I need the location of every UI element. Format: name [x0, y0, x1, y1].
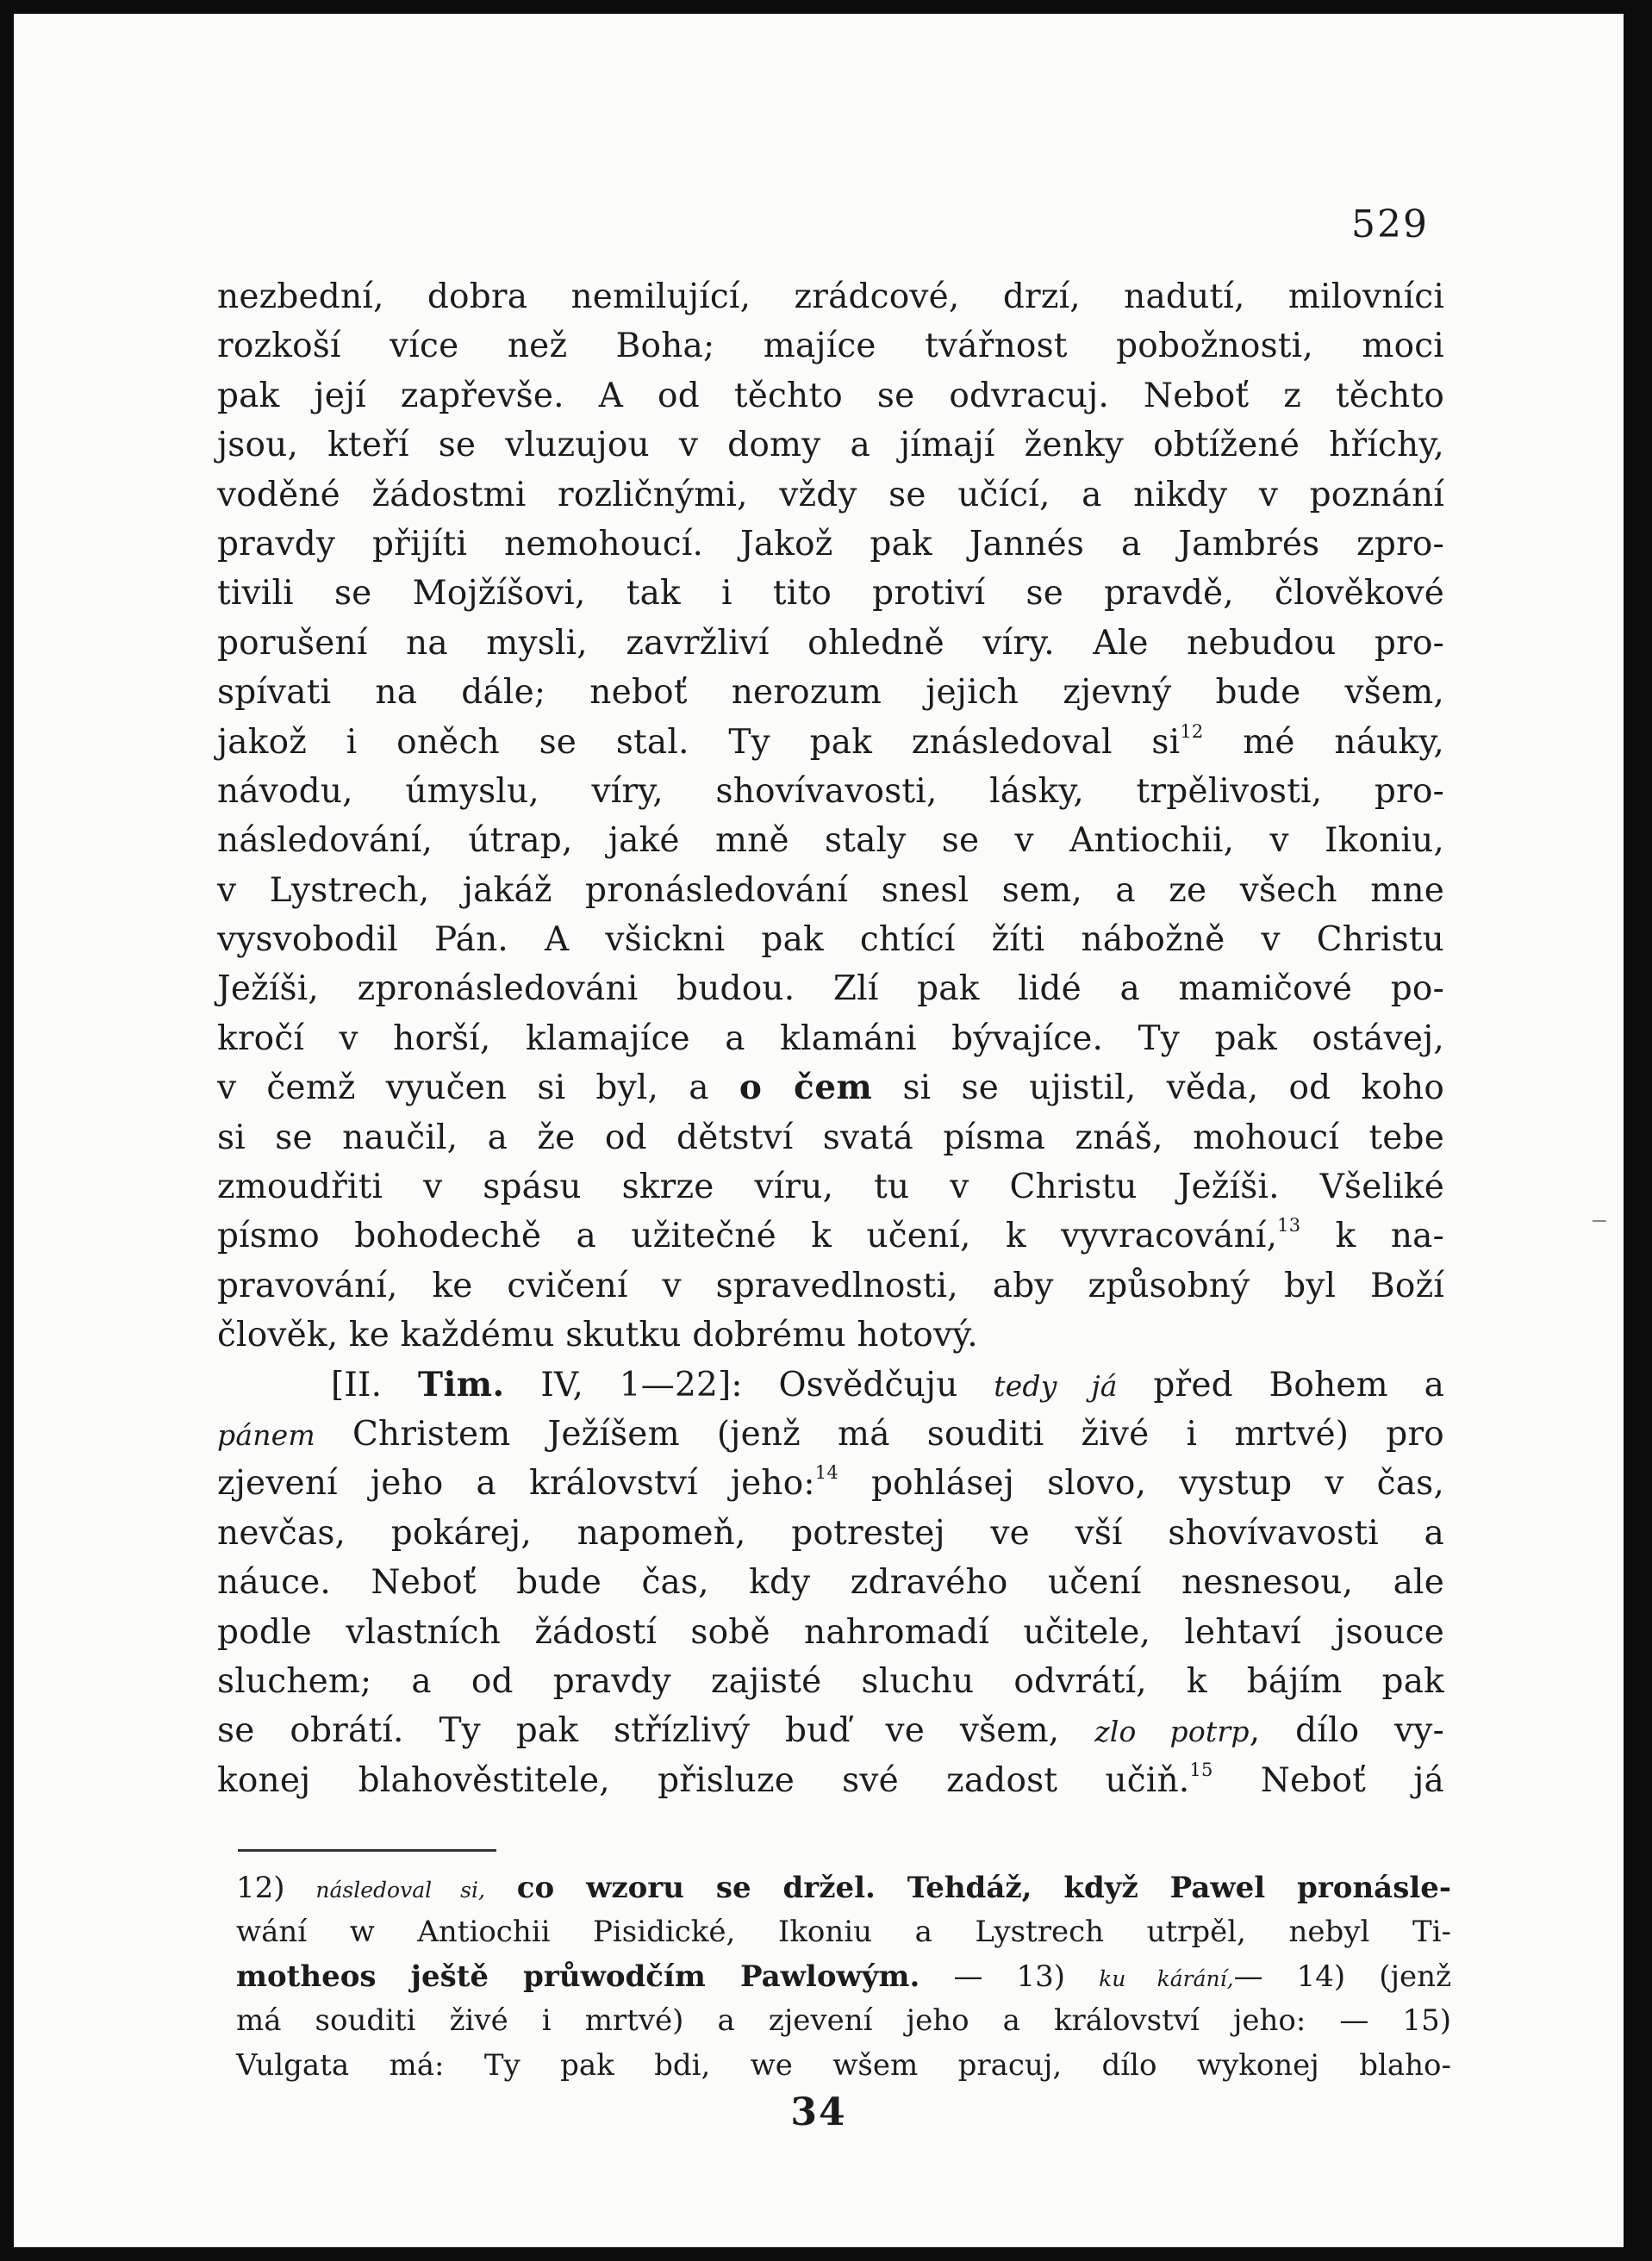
footnote-line: má souditi živé i mrtvé) a zjevení jeho a království jeho: — 15)	[236, 2003, 1451, 2039]
text-line: nezbední, dobra nemilující, zrádcové, drzí, nadutí, milovníci	[217, 277, 1444, 316]
text-line: nevčas, pokárej, napomeň, potrestej ve vší shovívavosti a	[217, 1513, 1444, 1553]
text-line: jsou, kteří se vluzujou v domy a jímají ženky obtížené hříchy,	[217, 426, 1444, 465]
text-run: zjevení jeho a království jeho:	[217, 1464, 815, 1504]
text-line: vysvobodil Pán. A všickni pak chtící žíti nábožně v Christu	[217, 920, 1444, 960]
text-run: [II.	[331, 1365, 418, 1405]
main-text	[217, 272, 1444, 1805]
footnote-line	[236, 1955, 1451, 1999]
text-line: kročí v horší, klamajíce a klamáni bývajíce. Ty pak ostávej,	[217, 1018, 1444, 1058]
footnote-ref: 15	[1189, 1759, 1213, 1780]
text-line	[217, 1211, 1444, 1261]
text-run: jakož i oněch se stal. Ty pak znásledoval si	[217, 722, 1181, 762]
text-line	[217, 1361, 1444, 1410]
gothic-text: Tim.	[417, 1364, 505, 1405]
text-line	[217, 1063, 1444, 1112]
footnote-line	[236, 1866, 1451, 1910]
text-line: sluchem; a od pravdy zajisté sluchu odvrátí, k bájím pak	[217, 1661, 1444, 1701]
text-run: , dílo vy-	[1249, 1711, 1444, 1751]
text-line: člověk, ke každému skutku dobrému hotový.	[217, 1316, 978, 1355]
text-line: následování, útrap, jaké mně staly se v Antiochii, v Ikoniu,	[217, 821, 1444, 861]
text-run: konej blahověstitele, přisluze své zadost učiň.	[217, 1760, 1190, 1800]
text-run: mé náuky,	[1203, 722, 1444, 762]
gothic-text: o čem	[739, 1068, 873, 1108]
text-line	[217, 1410, 1444, 1459]
text-run: k na-	[1300, 1217, 1444, 1256]
text-run: — 13)	[920, 1959, 1100, 1994]
text-run: si se ujistil, věda, od koho	[872, 1068, 1445, 1108]
text-line: pravování, ke cvičení v spravedlnosti, aby způsobný byl Boží	[217, 1266, 1444, 1305]
text-line: spívati na dále; neboť nerozum jejich zjevný bude všem,	[217, 673, 1444, 713]
footnotes	[236, 1866, 1451, 2088]
text-line: pak její zapřevše. A od těchto se odvracuj. Neboť z těchto	[217, 376, 1444, 415]
gothic-text: motheos ještě průwodčím Pawlowým.	[236, 1959, 920, 1994]
text-line: v Lystrech, jakáž pronásledování snesl sem, a ze všech mne	[217, 870, 1444, 910]
footnote-ref: 12	[1180, 720, 1204, 742]
text-run: Christem Ježíšem (jenž má souditi živé i mrtvé) pro	[315, 1414, 1444, 1454]
text-run: písmo bohodechě a užitečné k učení, k vyvracování,	[217, 1217, 1278, 1256]
text-line: si se naučil, a že od dětství svatá písma znáš, mohoucí tebe	[217, 1118, 1444, 1157]
text-line: Ježíši, zpronásledováni budou. Zlí pak lidé a mamičové po-	[217, 969, 1444, 1009]
gothic-text: co wzoru se držel. Tehdáž, když Pawel pronásle-	[484, 1871, 1451, 1905]
text-run: IV, 1—22]: Osvědčuju	[504, 1365, 994, 1405]
text-line: voděné žádostmi rozličnými, vždy se učící, a nikdy v poznání	[217, 475, 1444, 514]
italic-text: zlo potrp	[1094, 1715, 1250, 1749]
footnote-line: wání w Antiochii Pisidické, Ikoniu a Lystrech utrpěl, nebyl Ti-	[236, 1915, 1451, 1950]
text-run: se obrátí. Ty pak střízlivý buď ve všem,	[217, 1711, 1095, 1751]
text-run: v čemž vyučen si byl, a	[217, 1068, 739, 1108]
text-run: pohlásej slovo, vystup v čas,	[838, 1464, 1444, 1504]
text-line: podle vlastních žádostí sobě nahromadí učitele, lehtaví jsouce	[217, 1612, 1444, 1652]
italic-text: ku kárání,	[1099, 1965, 1234, 1991]
margin-mark	[1593, 1220, 1606, 1222]
book-page	[14, 14, 1624, 2247]
text-line	[217, 1459, 1444, 1508]
italic-text: tedy já	[994, 1368, 1118, 1403]
text-run: — 14) (jenž	[1233, 1959, 1451, 1994]
text-line: pravdy přijíti nemohoucí. Jakož pak Jannés a Jambrés zpro-	[217, 524, 1444, 564]
text-line: tivili se Mojžíšovi, tak i tito protiví se pravdě, člověkové	[217, 574, 1444, 614]
text-line	[217, 1706, 1444, 1755]
text-run: Neboť já	[1213, 1760, 1445, 1800]
text-line	[217, 718, 1444, 767]
text-run: před Bohem a	[1117, 1365, 1445, 1405]
text-line: zmoudřiti v spásu skrze víru, tu v Christu Ježíši. Všeliké	[217, 1168, 1444, 1207]
italic-text: pánem	[217, 1417, 315, 1452]
signature-mark: 34	[790, 2090, 847, 2134]
text-line: rozkoší více než Boha; majíce tvářnost pobožnosti, moci	[217, 327, 1444, 366]
footnote-ref: 14	[814, 1462, 838, 1484]
footnote-divider	[238, 1849, 496, 1852]
text-line: náuce. Neboť bude čas, kdy zdravého učení nesnesou, ale	[217, 1563, 1444, 1603]
text-line: návodu, úmyslu, víry, shovívavosti, lásky, trpělivosti, pro-	[217, 771, 1444, 811]
italic-text: následoval si,	[315, 1878, 485, 1903]
text-line	[217, 1756, 1444, 1805]
page-number: 529	[1351, 202, 1429, 246]
footnote-line: Vulgata má: Ty pak bdi, we wšem pracuj, dílo wykonej blaho-	[236, 2047, 1451, 2083]
footnote-ref: 13	[1277, 1215, 1301, 1236]
text-line: porušení na mysli, zavržliví ohledně víry. Ale nebudou pro-	[217, 623, 1444, 663]
text-run: 12)	[236, 1871, 316, 1905]
